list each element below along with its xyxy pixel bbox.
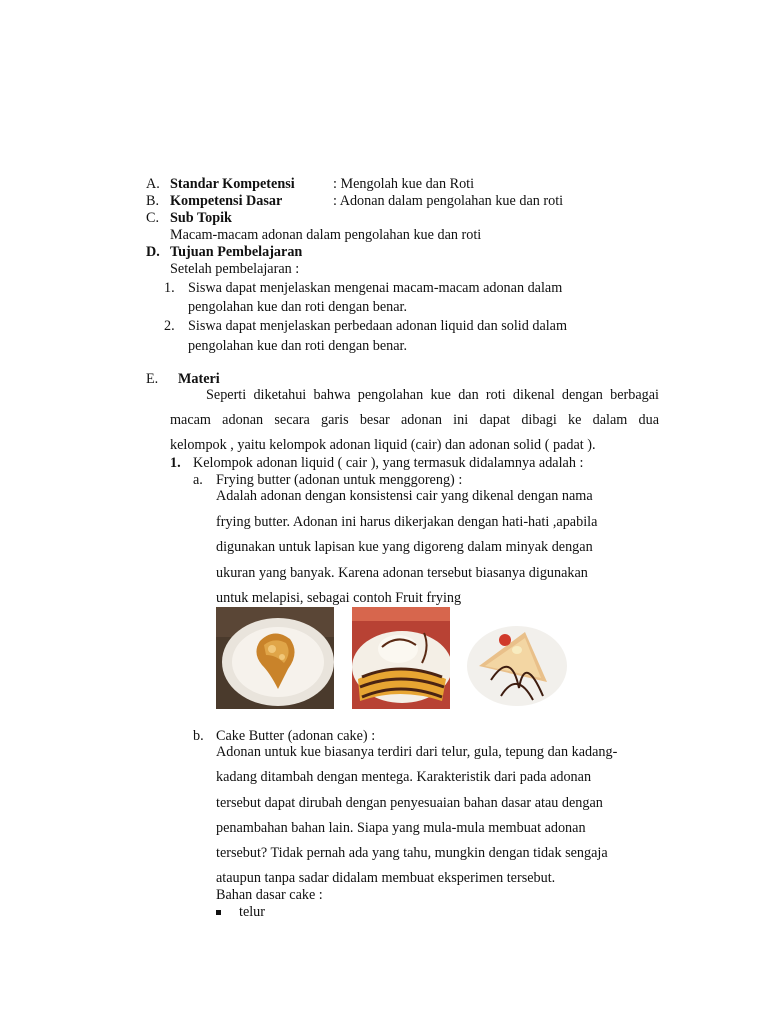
section-e-label: Materi — [178, 371, 220, 387]
item-b-line: ataupun tanpa sadar didalam membuat eksperimen tersebut. — [216, 870, 556, 886]
section-d-letter: D. — [146, 244, 160, 260]
section-b-letter: B. — [146, 193, 160, 209]
item-a-letter: a. — [193, 472, 203, 488]
section-c-letter: C. — [146, 210, 160, 226]
section-a-label: Standar Kompetensi — [170, 176, 295, 192]
goal-number: 2. — [164, 318, 175, 334]
materi-intro-line: kelompok , yaitu kelompok adonan liquid (cair) dan adonan solid ( padat ). — [170, 437, 596, 453]
goal-number: 1. — [164, 280, 175, 296]
item-b-line: tersebut dapat dirubah dengan penyesuaian bahan dasar atau dengan — [216, 795, 603, 811]
goal-line: pengolahan kue dan roti dengan benar. — [188, 299, 408, 315]
section-b-label: Kompetensi Dasar — [170, 193, 283, 209]
item-a-line: untuk melapisi, sebagai contoh Fruit frying — [216, 590, 462, 606]
section-c-text: Macam-macam adonan dalam pengolahan kue dan roti — [170, 227, 482, 243]
item-b-title: Cake Butter (adonan cake) : — [216, 728, 376, 744]
bullet-icon — [216, 910, 221, 915]
bullet-marker — [216, 904, 221, 921]
bahan-title: Bahan dasar cake : — [216, 887, 323, 903]
item-a-line: Adalah adonan dengan konsistensi cair yang dikenal dengan nama — [216, 488, 593, 504]
section-a-letter: A. — [146, 176, 160, 192]
group1-number: 1. — [170, 455, 181, 471]
item-a-line: frying butter. Adonan ini harus dikerjakan dengan hati-hati ,apabila — [216, 514, 598, 530]
materi-intro-line: macam adonan secara garis besar adonan ini dapat dibagi ke dalam dua — [170, 412, 659, 428]
goal-line: Siswa dapat menjelaskan perbedaan adonan liquid dan solid dalam — [188, 318, 568, 334]
section-e-letter: E. — [146, 371, 159, 387]
crepe-ice-cream-photo — [352, 607, 450, 709]
item-a-title: Frying butter (adonan untuk menggoreng) : — [216, 472, 463, 488]
item-b-line: tersebut? Tidak pernah ada yang tahu, mungkin dengan tidak sengaja — [216, 845, 608, 861]
bahan-item: telur — [239, 904, 265, 920]
section-a-value: : Mengolah kue dan Roti — [333, 176, 475, 192]
materi-intro-line: Seperti diketahui bahwa pengolahan kue dan roti dikenal dengan berbagai — [206, 387, 659, 403]
item-b-line: Adonan untuk kue biasanya terdiri dari telur, gula, tepung dan kadang- — [216, 744, 618, 760]
item-b-letter: b. — [193, 728, 204, 744]
fruit-fritter-photo — [216, 607, 334, 709]
section-b-value: : Adonan dalam pengolahan kue dan roti — [333, 193, 564, 209]
item-a-line: ukuran yang banyak. Karena adonan tersebut biasanya digunakan — [216, 565, 588, 581]
section-d-intro: Setelah pembelajaran : — [170, 261, 300, 277]
item-b-line: penambahan bahan lain. Siapa yang mula-mula membuat adonan — [216, 820, 586, 836]
section-c-label: Sub Topik — [170, 210, 232, 226]
item-b-line: kadang ditambah dengan mentega. Karakteristik dari pada adonan — [216, 769, 592, 785]
item-a-line: digunakan untuk lapisan kue yang digoreng dalam minyak dengan — [216, 539, 593, 555]
section-d-label: Tujuan Pembelajaran — [170, 244, 303, 260]
goal-line: Siswa dapat menjelaskan mengenai macam-macam adonan dalam — [188, 280, 563, 296]
goal-line: pengolahan kue dan roti dengan benar. — [188, 338, 408, 354]
crepe-banana-photo — [461, 610, 567, 710]
group1-title: Kelompok adonan liquid ( cair ), yang termasuk didalamnya adalah : — [193, 455, 584, 471]
